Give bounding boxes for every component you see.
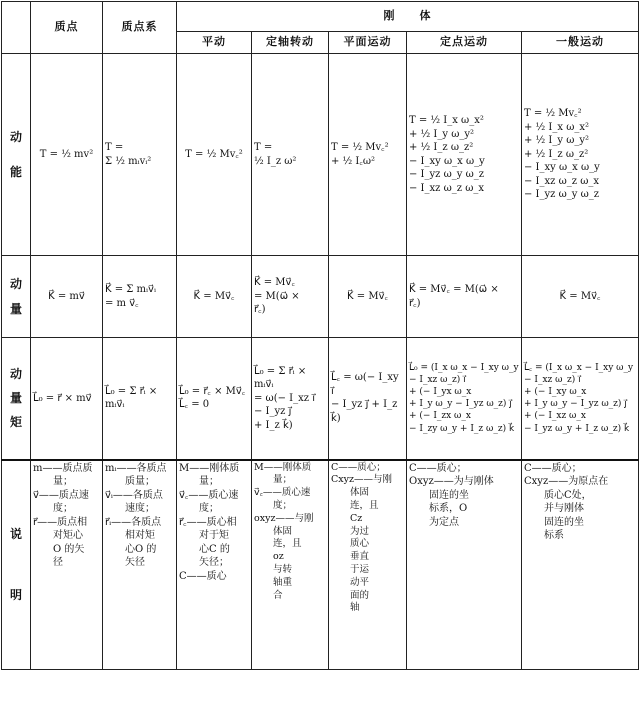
header-translation: 平动 xyxy=(177,32,252,54)
notes-particle: m——质点质 量； v⃗——质点速 度； r⃗——质点相 对矩心 O 的矢 径 xyxy=(31,460,103,670)
kinetic-general: T = ½ Mv꜀² + ½ I_x ω_x² + ½ I_y ω_y² + ½ I_z ω_z² − I_xy ω_x ω_y − I_xz ω_z ω_x − I_yz ω_y ω_z xyxy=(522,54,639,256)
kinetic-fixed-point: T = ½ I_x ω_x² + ½ I_y ω_y² + ½ I_z ω_z² − I_xy ω_x ω_y − I_yz ω_y ω_z − I_xz ω_z ω_x xyxy=(407,54,522,256)
angular-fixed-point: L⃗₀ = (I_x ω_x − I_xy ω_y − I_xz ω_z) i⃗ + (− I_yx ω_x + I_y ω_y − I_yz ω_z) j⃗ + (− I_zx ω_x − I_zy ω_y + I_z ω_z) k⃗ xyxy=(407,338,522,460)
row-label-momentum: 动 量 xyxy=(2,256,31,338)
momentum-fixed-axis: K⃗ = Mv⃗꜀ = M(ω⃗ × r⃗꜀) xyxy=(252,256,329,338)
kinetic-system: T = Σ ½ mᵢvᵢ² xyxy=(103,54,177,256)
mechanics-formula-table xyxy=(1,1,639,670)
momentum-particle: K⃗ = mv⃗ xyxy=(31,256,103,338)
momentum-fixed-point: K⃗ = Mv⃗꜀ = M(ω⃗ × r⃗꜀) xyxy=(407,256,522,338)
kinetic-particle: T = ½ mv² xyxy=(31,54,103,256)
header-rigid-body: 刚 体 xyxy=(177,2,639,32)
kinetic-plane-motion: T = ½ Mv꜀² + ½ I꜀ω² xyxy=(329,54,407,256)
kinetic-energy-row xyxy=(2,54,639,256)
angular-particle: L⃗₀ = r⃗ × mv⃗ xyxy=(31,338,103,460)
header-general: 一般运动 xyxy=(522,32,639,54)
angular-translation: L⃗₀ = r⃗꜀ × Mv⃗꜀ L⃗꜀ = 0 xyxy=(177,338,252,460)
header-plane-motion: 平面运动 xyxy=(329,32,407,54)
angular-plane-motion: L⃗꜀ = ω(− I_xy i⃗ − I_yz j⃗ + I_z k⃗) xyxy=(329,338,407,460)
momentum-general: K⃗ = Mv⃗꜀ xyxy=(522,256,639,338)
angular-general: L⃗꜀ = (I_x ω_x − I_xy ω_y − I_xz ω_z) i⃗ + (− I_xy ω_x + I_y ω_y − I_yz ω_z) j⃗ + (− I_xz ω_x − I_yz ω_y + I_z ω_z) k⃗ xyxy=(522,338,639,460)
momentum-row xyxy=(2,256,639,338)
row-label-angular: 动 量 矩 xyxy=(2,338,31,460)
notes-translation: M——刚体质 量； v⃗꜀——质心速 度； r⃗꜀——质心相 对于矩 心C 的 矢径； C——质心 xyxy=(177,460,252,670)
header-particle: 质点 xyxy=(31,2,103,54)
row-label-notes: 说 明 xyxy=(2,460,31,670)
notes-row xyxy=(2,460,639,670)
kinetic-translation: T = ½ Mv꜀² xyxy=(177,54,252,256)
angular-fixed-axis: L⃗₀ = Σ r⃗ᵢ × mᵢv⃗ᵢ = ω(− I_xz i⃗ − I_yz j⃗ + I_z k⃗) xyxy=(252,338,329,460)
header-row-1 xyxy=(2,2,639,32)
notes-general: C——质心； Cxyz——为原点在 质心C处， 并与刚体 固连的坐 标系 xyxy=(522,460,639,670)
momentum-plane-motion: K⃗ = Mv⃗꜀ xyxy=(329,256,407,338)
momentum-system: K⃗ = Σ mᵢv⃗ᵢ = m v⃗꜀ xyxy=(103,256,177,338)
header-system: 质点系 xyxy=(103,2,177,54)
notes-fixed-axis: M——刚体质 量； v⃗꜀——质心速 度； oxyz——与刚 体固 连，且 oz 与转 轴重 合 xyxy=(252,460,329,670)
notes-plane-motion: C——质心； Cxyz——与刚 体固 连，且 Cz 为过 质心 垂直 于运 动平 面的 轴 xyxy=(329,460,407,670)
notes-system: mᵢ——各质点 质量； v⃗ᵢ——各质点 速度； r⃗ᵢ——各质点 相对矩 心O 的 矢径 xyxy=(103,460,177,670)
corner-cell xyxy=(2,2,31,54)
angular-system: L⃗₀ = Σ r⃗ᵢ × mᵢv⃗ᵢ xyxy=(103,338,177,460)
notes-fixed-point: C——质心； Oxyz——为与刚体 固连的坐 标系，O 为定点 xyxy=(407,460,522,670)
momentum-translation: K⃗ = Mv⃗꜀ xyxy=(177,256,252,338)
angular-momentum-row xyxy=(2,338,639,460)
header-fixed-axis: 定轴转动 xyxy=(252,32,329,54)
row-label-kinetic: 动 能 xyxy=(2,54,31,256)
header-fixed-point: 定点运动 xyxy=(407,32,522,54)
kinetic-fixed-axis: T = ½ I_z ω² xyxy=(252,54,329,256)
